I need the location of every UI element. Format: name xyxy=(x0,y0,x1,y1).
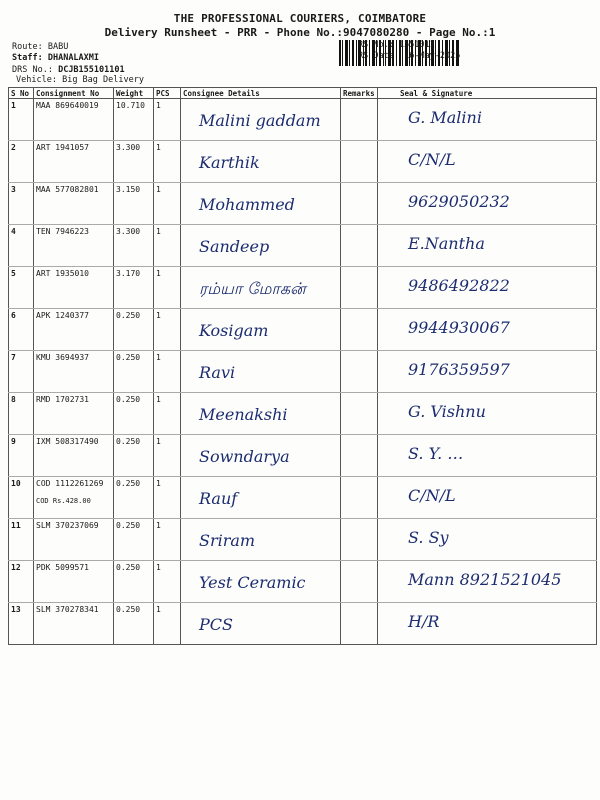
cell-signature xyxy=(378,351,597,393)
vehicle-line xyxy=(16,75,144,85)
signature-handwriting: 9629050232 xyxy=(408,192,510,211)
cell-pcs: 1 xyxy=(154,99,181,141)
consignment-no: IXM 508317490 xyxy=(36,437,99,446)
vehicle-label: Vehicle: xyxy=(16,75,57,85)
table-row xyxy=(9,477,597,519)
col-remarks: Remarks xyxy=(341,88,378,99)
cell-sno: 5 xyxy=(9,267,34,309)
cell-sno: 10 xyxy=(9,477,34,519)
cell-pcs: 1 xyxy=(154,603,181,645)
drs-label: DRS No.: xyxy=(12,65,53,75)
cell-consignee xyxy=(181,309,341,351)
cell-weight: 0.250 xyxy=(114,309,154,351)
cell-consignee xyxy=(181,99,341,141)
consignee-handwriting: Mohammed xyxy=(199,195,295,214)
route-label: Route: xyxy=(12,42,43,52)
cell-pcs: 1 xyxy=(154,561,181,603)
cell-consignee xyxy=(181,267,341,309)
cell-consignment xyxy=(34,225,114,267)
cell-sno: 1 xyxy=(9,99,34,141)
cell-weight: 3.300 xyxy=(114,225,154,267)
drs-line xyxy=(12,65,125,75)
table-row xyxy=(9,309,597,351)
consignee-handwriting: Sriram xyxy=(199,531,256,550)
cell-consignment xyxy=(34,393,114,435)
cell-consignment xyxy=(34,519,114,561)
rs-date-label: RS Date: xyxy=(358,51,399,61)
table-row xyxy=(9,435,597,477)
cell-consignee xyxy=(181,393,341,435)
consignment-no: PDK 5099571 xyxy=(36,563,89,572)
signature-handwriting: 9176359597 xyxy=(408,360,510,379)
runsheet-title: Delivery Runsheet - PRR - Phone No.:9047080280 - Page No.:1 xyxy=(104,26,496,39)
cell-consignee xyxy=(181,561,341,603)
cell-signature xyxy=(378,435,597,477)
table-header-row xyxy=(9,88,597,99)
consignee-handwriting: Karthik xyxy=(199,153,260,172)
table-row xyxy=(9,267,597,309)
cell-signature xyxy=(378,309,597,351)
cell-consignee xyxy=(181,477,341,519)
cell-remarks xyxy=(341,141,378,183)
col-consignment: Consignment No xyxy=(34,88,114,99)
consignee-handwriting: Sandeep xyxy=(199,237,270,256)
cell-consignment xyxy=(34,99,114,141)
cell-pcs: 1 xyxy=(154,435,181,477)
drs-value: DCJB155101101 xyxy=(58,65,125,75)
signature-handwriting: G. Malini xyxy=(408,108,482,127)
cell-remarks xyxy=(341,561,378,603)
cell-pcs: 1 xyxy=(154,225,181,267)
cod-amount: COD Rs.428.00 xyxy=(36,497,91,505)
consignee-handwriting: Sowndarya xyxy=(199,447,290,466)
cell-consignment xyxy=(34,309,114,351)
cell-signature xyxy=(378,561,597,603)
cell-sno: 3 xyxy=(9,183,34,225)
col-sno: S No xyxy=(9,88,34,99)
cell-consignment xyxy=(34,561,114,603)
cell-signature xyxy=(378,519,597,561)
table-row xyxy=(9,99,597,141)
consignee-handwriting: Malini gaddam xyxy=(199,111,321,130)
table-row xyxy=(9,141,597,183)
col-weight: Weight xyxy=(114,88,154,99)
consignee-handwriting: PCS xyxy=(199,615,233,634)
col-consignee: Consignee Details xyxy=(181,88,341,99)
table-row xyxy=(9,225,597,267)
cell-pcs: 1 xyxy=(154,309,181,351)
cell-signature xyxy=(378,99,597,141)
signature-handwriting: S. Y. … xyxy=(408,444,464,463)
runsheet-table xyxy=(8,87,597,645)
consignment-no: COD 1112261269 xyxy=(36,479,104,488)
col-pcs: PCS xyxy=(154,88,181,99)
table-row xyxy=(9,603,597,645)
signature-handwriting: Mann 8921521045 xyxy=(408,570,562,589)
cell-weight: 0.250 xyxy=(114,351,154,393)
cell-remarks xyxy=(341,477,378,519)
rs-no-line xyxy=(358,40,435,50)
cell-sno: 4 xyxy=(9,225,34,267)
cell-remarks xyxy=(341,99,378,141)
cell-pcs: 1 xyxy=(154,267,181,309)
consignee-handwriting: Ravi xyxy=(199,363,236,382)
cell-pcs: 1 xyxy=(154,477,181,519)
consignment-no: MAA 869640019 xyxy=(36,101,99,110)
cell-remarks xyxy=(341,309,378,351)
cell-remarks xyxy=(341,603,378,645)
cell-pcs: 1 xyxy=(154,141,181,183)
cell-consignment xyxy=(34,183,114,225)
cell-signature xyxy=(378,141,597,183)
signature-handwriting: G. Vishnu xyxy=(408,402,486,421)
cell-sno: 8 xyxy=(9,393,34,435)
table-row xyxy=(9,561,597,603)
cell-signature xyxy=(378,603,597,645)
rs-no-value: 1551011 xyxy=(398,40,435,50)
rs-date-line xyxy=(358,51,460,61)
consignee-handwriting: ரம்யா மோகன் xyxy=(199,279,306,298)
consignment-no: ART 1935010 xyxy=(36,269,89,278)
company-title: THE PROFESSIONAL COURIERS, COIMBATORE xyxy=(173,12,427,25)
route-value: BABU xyxy=(47,42,69,52)
signature-handwriting: 9486492822 xyxy=(408,276,510,295)
consignee-handwriting: Yest Ceramic xyxy=(199,573,306,592)
staff-label: Staff: xyxy=(12,53,43,63)
table-row xyxy=(9,183,597,225)
cell-sno: 2 xyxy=(9,141,34,183)
cell-signature xyxy=(378,393,597,435)
staff-value: DHANALAXMI xyxy=(47,53,100,63)
cell-signature xyxy=(378,225,597,267)
cell-sno: 7 xyxy=(9,351,34,393)
consignee-handwriting: Meenakshi xyxy=(199,405,288,424)
cell-pcs: 1 xyxy=(154,351,181,393)
cell-consignment xyxy=(34,435,114,477)
cell-weight: 0.250 xyxy=(114,435,154,477)
col-signature: Seal & Signature xyxy=(378,88,597,99)
cell-sno: 6 xyxy=(9,309,34,351)
signature-handwriting: C/N/L xyxy=(408,150,456,169)
consignee-handwriting: Kosigam xyxy=(199,321,269,340)
signature-handwriting: C/N/L xyxy=(408,486,456,505)
signature-handwriting: H/R xyxy=(408,612,440,631)
signature-handwriting: S. Sy xyxy=(408,528,449,547)
cell-consignment xyxy=(34,603,114,645)
consignment-no: MAA 577082801 xyxy=(36,185,99,194)
cell-consignee xyxy=(181,225,341,267)
cell-remarks xyxy=(341,435,378,477)
cell-weight: 0.250 xyxy=(114,561,154,603)
cell-consignee xyxy=(181,183,341,225)
consignment-no: SLM 370278341 xyxy=(36,605,99,614)
cell-pcs: 1 xyxy=(154,519,181,561)
cell-sno: 13 xyxy=(9,603,34,645)
cell-consignee xyxy=(181,435,341,477)
cell-remarks xyxy=(341,183,378,225)
consignment-no: RMD 1702731 xyxy=(36,395,89,404)
cell-consignee xyxy=(181,603,341,645)
consignment-no: KMU 3694937 xyxy=(36,353,89,362)
cell-pcs: 1 xyxy=(154,183,181,225)
cell-weight: 0.250 xyxy=(114,393,154,435)
cell-remarks xyxy=(341,225,378,267)
cell-signature xyxy=(378,267,597,309)
consignment-no: SLM 370237069 xyxy=(36,521,99,530)
cell-weight: 0.250 xyxy=(114,477,154,519)
cell-weight: 3.150 xyxy=(114,183,154,225)
cell-weight: 0.250 xyxy=(114,603,154,645)
cell-weight: 3.170 xyxy=(114,267,154,309)
table-row xyxy=(9,519,597,561)
cell-consignment xyxy=(34,141,114,183)
route-line xyxy=(12,42,68,52)
consignment-no: TEN 7946223 xyxy=(36,227,89,236)
cell-weight: 10.710 xyxy=(114,99,154,141)
cell-consignment xyxy=(34,267,114,309)
consignment-no: ART 1941057 xyxy=(36,143,89,152)
rs-no-label: RS No.: xyxy=(358,40,394,50)
vehicle-value: Big Bag Delivery xyxy=(62,75,144,85)
cell-remarks xyxy=(341,267,378,309)
cell-pcs: 1 xyxy=(154,393,181,435)
cell-consignee xyxy=(181,141,341,183)
cell-sno: 11 xyxy=(9,519,34,561)
rs-date-value: 16-May-2025 xyxy=(404,51,461,61)
cell-sno: 12 xyxy=(9,561,34,603)
cell-weight: 3.300 xyxy=(114,141,154,183)
cell-weight: 0.250 xyxy=(114,519,154,561)
cell-sno: 9 xyxy=(9,435,34,477)
cell-remarks xyxy=(341,351,378,393)
signature-handwriting: E.Nantha xyxy=(408,234,485,253)
table-row xyxy=(9,393,597,435)
cell-remarks xyxy=(341,393,378,435)
cell-remarks xyxy=(341,519,378,561)
cell-consignment xyxy=(34,351,114,393)
cell-consignee xyxy=(181,351,341,393)
cell-signature xyxy=(378,183,597,225)
cell-consignment xyxy=(34,477,114,519)
consignee-handwriting: Rauf xyxy=(199,489,238,508)
staff-line xyxy=(12,53,99,63)
table-row xyxy=(9,351,597,393)
consignment-no: APK 1240377 xyxy=(36,311,89,320)
signature-handwriting: 9944930067 xyxy=(408,318,510,337)
cell-consignee xyxy=(181,519,341,561)
cell-signature xyxy=(378,477,597,519)
